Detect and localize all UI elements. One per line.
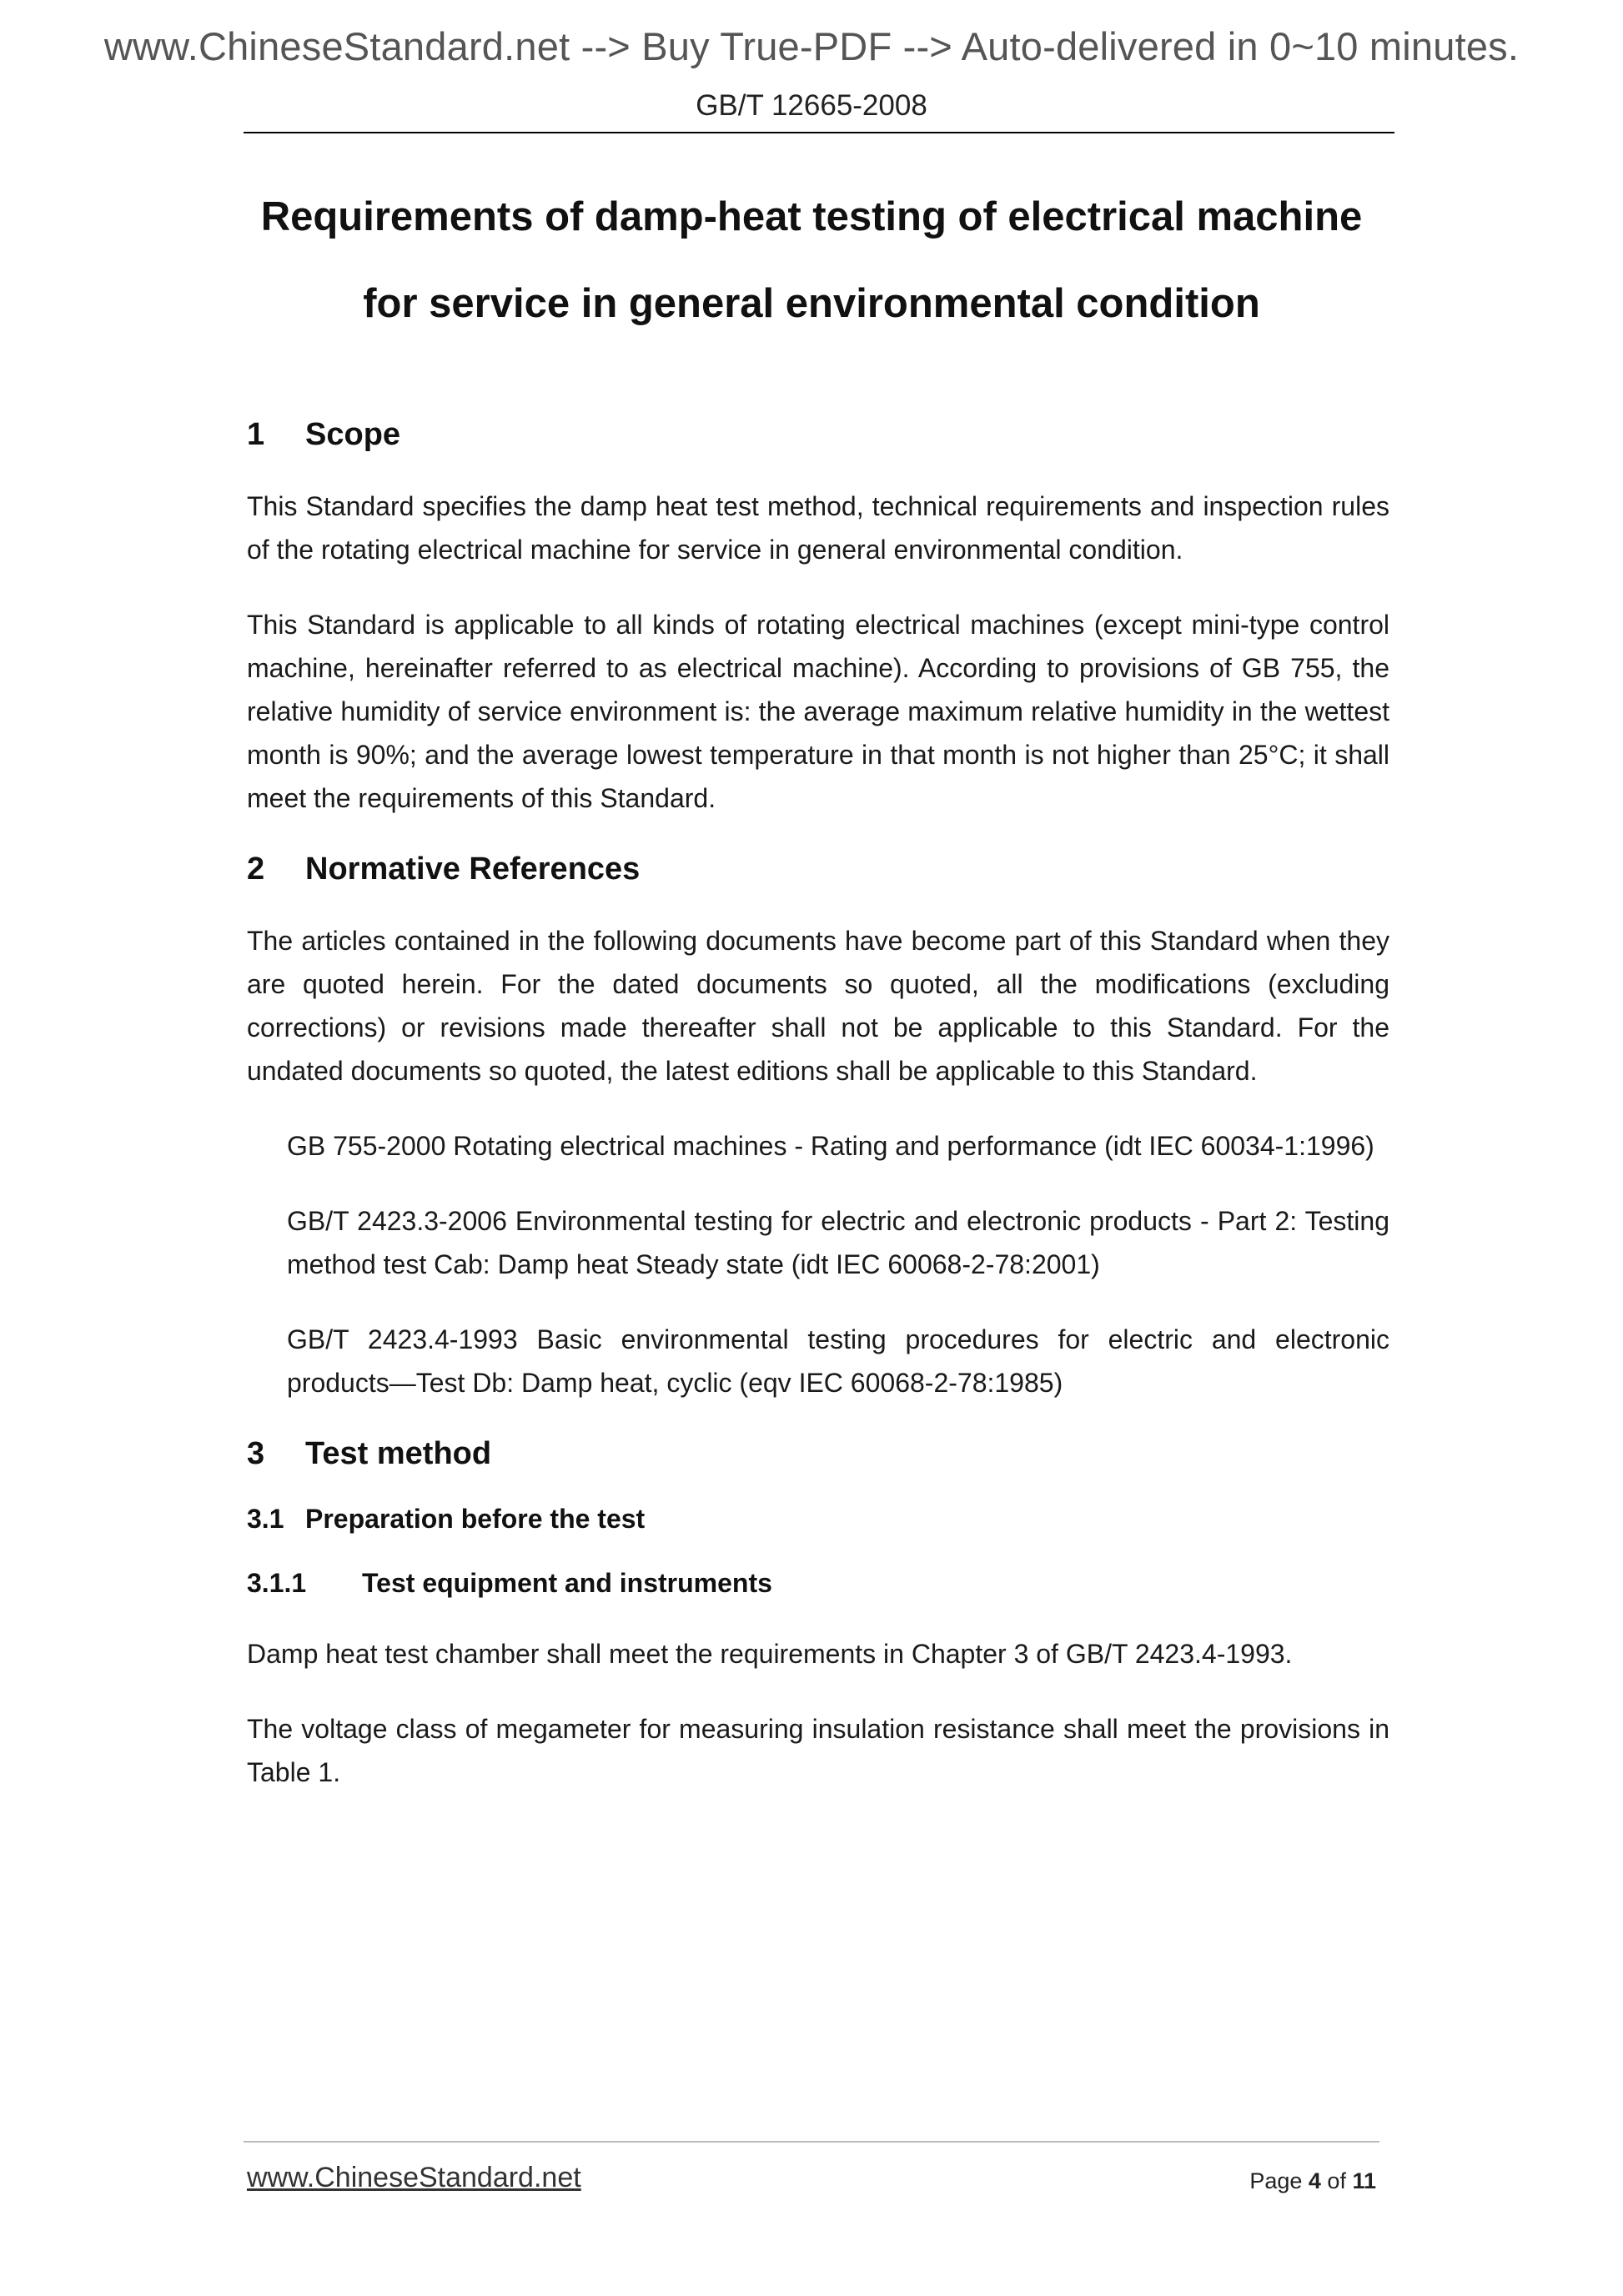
section-heading-scope [247, 417, 1389, 453]
section-number: 3 [247, 1436, 265, 1471]
section-heading-test-method [247, 1436, 1389, 1472]
document-code: GB/T 12665-2008 [696, 89, 927, 122]
footer-site-link[interactable]: www.ChineseStandard.net [247, 2162, 581, 2193]
header-banner: www.ChineseStandard.net --> Buy True-PDF --> Auto-delivered in 0~10 minutes. [103, 24, 1520, 68]
page-prefix: Page [1249, 2168, 1309, 2193]
scope-paragraph-1: This Standard specifies the damp heat test method, technical requirements and inspection rules of the rotating electrical machine for service in general environmental condition. [247, 491, 1389, 565]
section-title: Test method [305, 1436, 492, 1471]
section-title: Normative References [305, 852, 641, 887]
references-intro-paragraph: The articles contained in the following documents have become part of this Standard when they are quoted herein. For the dated documents so quoted, all the modifications (excluding corrections) or revisions made thereafter shall not be applicable to this Standard. For the undated documents so quoted, the latest editions shall be applicable to this Standard. [247, 926, 1389, 1086]
section-number: 1 [247, 417, 265, 452]
page-of: of [1320, 2168, 1353, 2193]
subsubsection-title: Test equipment and instruments [362, 1568, 772, 1598]
page-number [1249, 2168, 1376, 2194]
page-total: 11 [1352, 2168, 1376, 2193]
subsubsection-heading-equipment [247, 1568, 1389, 1599]
subsection-title: Preparation before the test [305, 1504, 646, 1534]
equipment-paragraph-2: The voltage class of megameter for measuring insulation resistance shall meet the provisions in Table 1. [247, 1714, 1389, 1787]
equipment-paragraph-1: Damp heat test chamber shall meet the requirements in Chapter 3 of GB/T 2423.4-1993. [247, 1639, 1293, 1669]
document-title-line-1: Requirements of damp-heat testing of electrical machine [260, 194, 1363, 239]
section-title: Scope [305, 417, 401, 452]
reference-item: GB/T 2423.3-2006 Environmental testing for electric and electronic products - Part 2: Testing method test Cab: Damp heat Steady state (idt IEC 60068-2-78:2001) [287, 1206, 1389, 1279]
section-heading-normative-references [247, 852, 1389, 887]
page-current: 4 [1308, 2168, 1321, 2193]
reference-item: GB 755-2000 Rotating electrical machines - Rating and performance (idt IEC 60034-1:1996) [287, 1131, 1374, 1161]
reference-item: GB/T 2423.4-1993 Basic environmental testing procedures for electric and electronic products―Test Db: Damp heat, cyclic (eqv IEC 60068-2-78:1985) [287, 1324, 1389, 1398]
subsubsection-number: 3.1.1 [247, 1568, 307, 1598]
scope-paragraph-2: This Standard is applicable to all kinds of rotating electrical machines (except mini-type control machine, hereinafter referred to as electrical machine). According to provisions of GB 755, the relative humidity of service environment is: the average maximum relative humidity in the wettest month is 90%; and the average lowest temperature in that month is not higher than 25°C; it shall meet the requirements of this Standard. [247, 610, 1389, 813]
subsection-number: 3.1 [247, 1504, 284, 1534]
section-number: 2 [247, 852, 265, 887]
footer-divider [244, 2141, 1379, 2143]
document-body [247, 417, 1389, 1826]
header-divider [244, 132, 1394, 133]
document-title-line-2: for service in general environmental condition [363, 281, 1260, 326]
subsection-heading-preparation [247, 1504, 1389, 1535]
